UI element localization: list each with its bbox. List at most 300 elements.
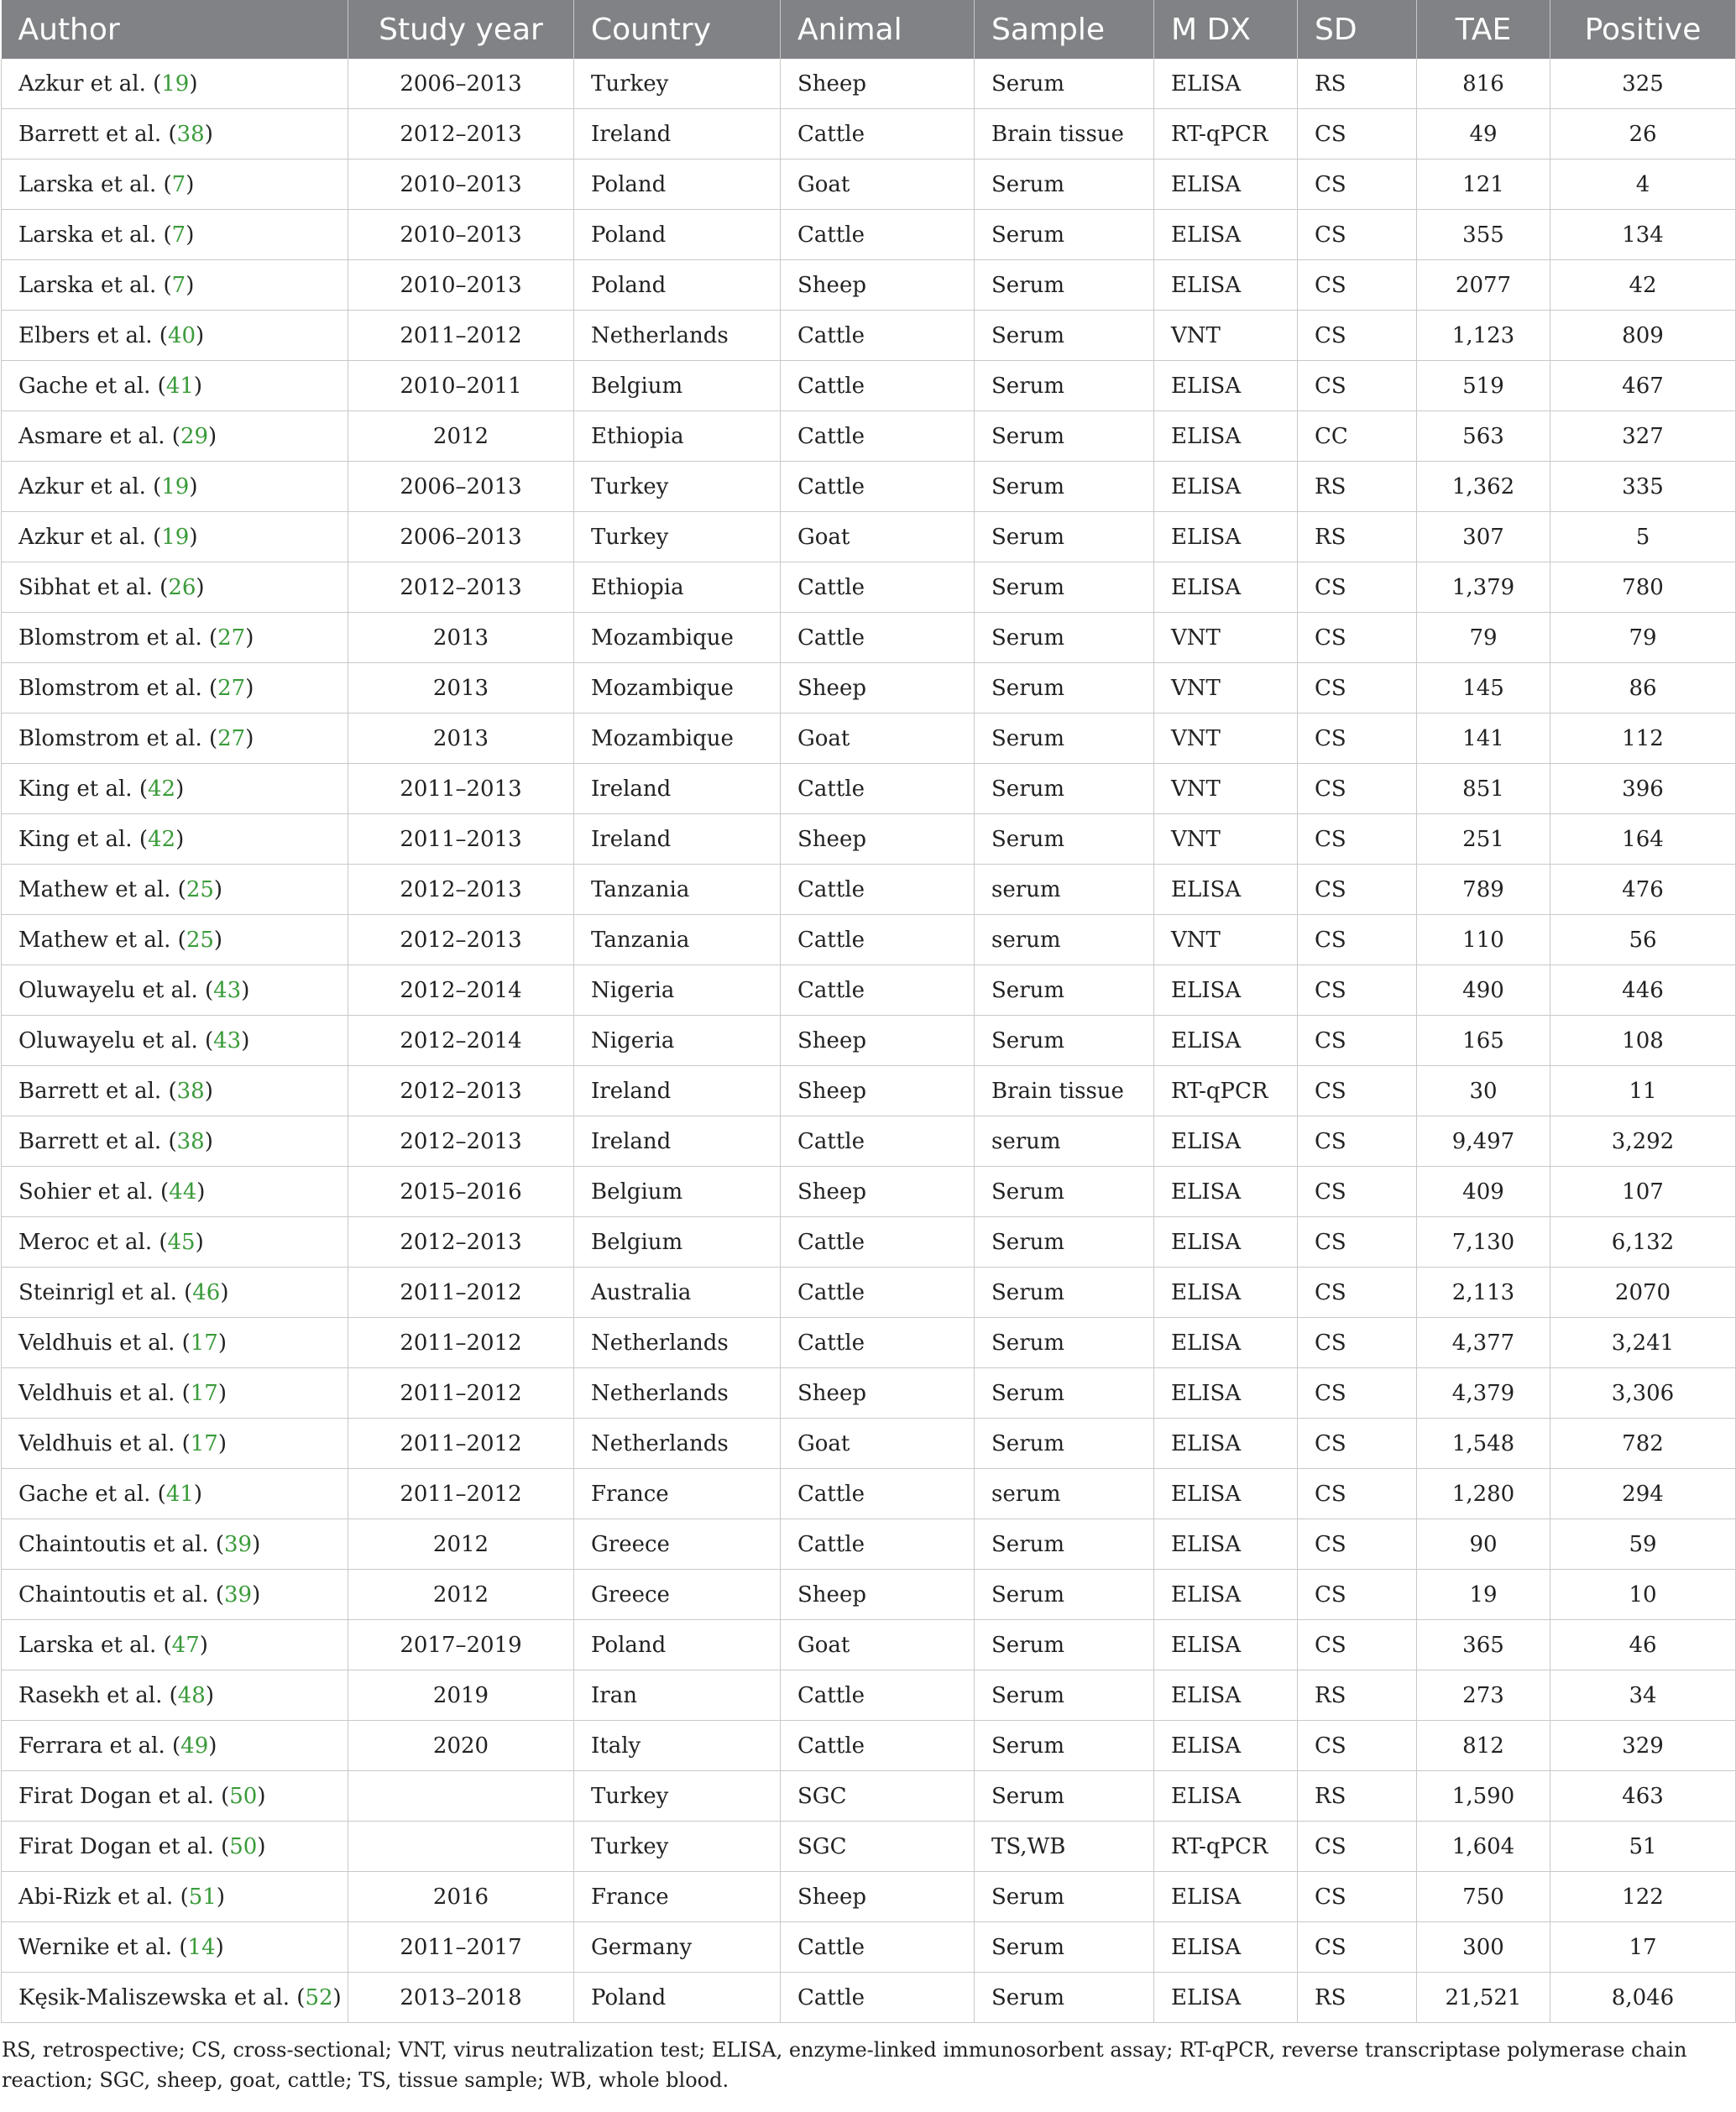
cell-animal: Cattle	[781, 562, 975, 613]
cell-sd: CS	[1298, 109, 1417, 159]
cell-study-year: 2010–2013	[348, 260, 574, 311]
table-row	[2, 714, 1736, 764]
cell-sd: CS	[1298, 210, 1417, 260]
reference-close: )	[245, 725, 254, 751]
cell-sd: CS	[1298, 1217, 1417, 1268]
author-name: Sibhat et al. (	[18, 574, 169, 600]
cell-m-dx: ELISA	[1154, 1721, 1298, 1771]
reference-link[interactable]: 26	[168, 574, 196, 600]
cell-m-dx: ELISA	[1154, 1570, 1298, 1620]
author-name: Azkur et al. (	[18, 71, 162, 97]
cell-study-year: 2011–2012	[348, 1318, 574, 1368]
reference-link[interactable]: 17	[190, 1380, 218, 1406]
cell-sample: Serum	[975, 814, 1154, 865]
reference-link[interactable]: 46	[192, 1279, 221, 1305]
header-sample: Sample	[975, 0, 1154, 59]
studies-table	[1, 0, 1736, 2023]
cell-tae: 2,113	[1417, 1268, 1550, 1318]
reference-link[interactable]: 7	[171, 272, 186, 298]
cell-sd: CS	[1298, 663, 1417, 714]
reference-close: )	[216, 1884, 225, 1910]
cell-m-dx: ELISA	[1154, 965, 1298, 1016]
table-row	[2, 562, 1736, 613]
cell-positive: 164	[1550, 814, 1736, 865]
cell-positive: 327	[1550, 411, 1736, 462]
cell-positive: 56	[1550, 915, 1736, 965]
cell-m-dx: VNT	[1154, 814, 1298, 865]
cell-m-dx: ELISA	[1154, 361, 1298, 411]
header-positive: Positive	[1550, 0, 1736, 59]
cell-author	[2, 1670, 348, 1721]
reference-link[interactable]: 17	[190, 1330, 218, 1356]
cell-sd: CS	[1298, 311, 1417, 361]
author-name: Ferrara et al. (	[18, 1733, 181, 1759]
cell-country: Belgium	[574, 1167, 781, 1217]
cell-sd: CS	[1298, 1519, 1417, 1570]
cell-sample: Serum	[975, 361, 1154, 411]
reference-link[interactable]: 44	[169, 1179, 197, 1205]
cell-m-dx: ELISA	[1154, 1419, 1298, 1469]
header-sd: SD	[1298, 0, 1417, 59]
cell-animal: Cattle	[781, 1519, 975, 1570]
reference-close: )	[186, 272, 195, 298]
reference-link[interactable]: 42	[147, 776, 176, 802]
cell-sample: Serum	[975, 562, 1154, 613]
reference-link[interactable]: 19	[161, 524, 190, 550]
cell-sample: Serum	[975, 1922, 1154, 1973]
cell-country: Turkey	[574, 1771, 781, 1822]
table-row	[2, 1368, 1736, 1419]
cell-study-year: 2012–2013	[348, 562, 574, 613]
cell-positive: 51	[1550, 1822, 1736, 1872]
cell-sample: Serum	[975, 1167, 1154, 1217]
reference-close: )	[257, 1833, 266, 1859]
cell-sample: Serum	[975, 663, 1154, 714]
reference-link[interactable]: 38	[176, 1078, 205, 1104]
cell-sd: CS	[1298, 1620, 1417, 1670]
reference-link[interactable]: 19	[161, 473, 190, 499]
cell-author	[2, 1368, 348, 1419]
table-row	[2, 1771, 1736, 1822]
cell-author	[2, 1066, 348, 1116]
cell-sample: Serum	[975, 1519, 1154, 1570]
cell-study-year: 2012–2014	[348, 965, 574, 1016]
reference-link[interactable]: 7	[171, 171, 186, 197]
cell-sample: Serum	[975, 1016, 1154, 1066]
cell-sample: Serum	[975, 260, 1154, 311]
cell-country: Ireland	[574, 1116, 781, 1167]
table-row	[2, 613, 1736, 663]
cell-sd: CS	[1298, 1570, 1417, 1620]
reference-link[interactable]: 38	[176, 121, 205, 147]
cell-positive: 396	[1550, 764, 1736, 814]
cell-study-year: 2006–2013	[348, 59, 574, 109]
reference-close: )	[193, 1481, 203, 1507]
cell-animal: Cattle	[781, 1973, 975, 2023]
table-row	[2, 1620, 1736, 1670]
reference-link[interactable]: 51	[188, 1884, 217, 1910]
cell-m-dx: VNT	[1154, 915, 1298, 965]
cell-positive: 108	[1550, 1016, 1736, 1066]
cell-author	[2, 411, 348, 462]
cell-animal: Cattle	[781, 915, 975, 965]
cell-tae: 307	[1417, 512, 1550, 562]
cell-author	[2, 1570, 348, 1620]
cell-study-year: 2012–2013	[348, 1116, 574, 1167]
cell-country: Poland	[574, 159, 781, 210]
cell-tae: 49	[1417, 109, 1550, 159]
reference-link[interactable]: 29	[180, 423, 209, 449]
cell-animal: Sheep	[781, 663, 975, 714]
cell-country: Turkey	[574, 512, 781, 562]
cell-positive: 17	[1550, 1922, 1736, 1973]
cell-animal: Cattle	[781, 311, 975, 361]
reference-close: )	[217, 1430, 227, 1456]
cell-study-year: 2011–2012	[348, 1368, 574, 1419]
cell-positive: 780	[1550, 562, 1736, 613]
reference-link[interactable]: 27	[217, 725, 246, 751]
cell-positive: 11	[1550, 1066, 1736, 1116]
author-name: Mathew et al. (	[18, 927, 186, 953]
cell-sample: serum	[975, 1469, 1154, 1519]
cell-author	[2, 764, 348, 814]
cell-country: Mozambique	[574, 613, 781, 663]
cell-study-year: 2012–2013	[348, 915, 574, 965]
cell-m-dx: VNT	[1154, 714, 1298, 764]
table-row	[2, 1419, 1736, 1469]
table-row	[2, 361, 1736, 411]
table-row	[2, 865, 1736, 915]
cell-tae: 789	[1417, 865, 1550, 915]
table-row	[2, 1016, 1736, 1066]
cell-animal: Cattle	[781, 210, 975, 260]
reference-link[interactable]: 41	[165, 373, 194, 399]
cell-country: Belgium	[574, 1217, 781, 1268]
cell-tae: 563	[1417, 411, 1550, 462]
cell-sd: CS	[1298, 1268, 1417, 1318]
cell-animal: Sheep	[781, 1570, 975, 1620]
author-name: Veldhuis et al. (	[18, 1430, 191, 1456]
cell-positive: 10	[1550, 1570, 1736, 1620]
header-m-dx: M DX	[1154, 0, 1298, 59]
cell-sample: Brain tissue	[975, 109, 1154, 159]
cell-m-dx: RT-qPCR	[1154, 109, 1298, 159]
reference-close: )	[193, 373, 203, 399]
cell-m-dx: ELISA	[1154, 865, 1298, 915]
reference-link[interactable]: 14	[187, 1934, 216, 1960]
cell-m-dx: ELISA	[1154, 1469, 1298, 1519]
cell-m-dx: VNT	[1154, 663, 1298, 714]
author-name: Chaintoutis et al. (	[18, 1531, 225, 1557]
cell-m-dx: VNT	[1154, 613, 1298, 663]
reference-link[interactable]: 43	[213, 977, 242, 1003]
reference-link[interactable]: 48	[177, 1682, 206, 1708]
cell-country: Australia	[574, 1268, 781, 1318]
cell-animal: Goat	[781, 512, 975, 562]
cell-study-year: 2006–2013	[348, 462, 574, 512]
cell-m-dx: RT-qPCR	[1154, 1822, 1298, 1872]
cell-positive: 86	[1550, 663, 1736, 714]
cell-sample: Serum	[975, 462, 1154, 512]
cell-sample: Serum	[975, 714, 1154, 764]
cell-study-year: 2006–2013	[348, 512, 574, 562]
cell-m-dx: ELISA	[1154, 1116, 1298, 1167]
cell-author	[2, 1167, 348, 1217]
cell-animal: Cattle	[781, 764, 975, 814]
cell-m-dx: ELISA	[1154, 1771, 1298, 1822]
cell-tae: 110	[1417, 915, 1550, 965]
reference-close: )	[217, 1380, 227, 1406]
cell-country: France	[574, 1469, 781, 1519]
cell-sd: RS	[1298, 1973, 1417, 2023]
cell-country: Ireland	[574, 109, 781, 159]
cell-tae: 851	[1417, 764, 1550, 814]
table-body	[2, 59, 1736, 2023]
reference-link[interactable]: 50	[229, 1833, 258, 1859]
cell-study-year: 2010–2013	[348, 210, 574, 260]
reference-link[interactable]: 38	[176, 1128, 205, 1154]
reference-link[interactable]: 27	[217, 625, 246, 651]
cell-positive: 3,306	[1550, 1368, 1736, 1419]
cell-m-dx: RT-qPCR	[1154, 1066, 1298, 1116]
cell-tae: 750	[1417, 1872, 1550, 1922]
cell-m-dx: ELISA	[1154, 1368, 1298, 1419]
reference-link[interactable]: 45	[167, 1229, 196, 1255]
author-name: Chaintoutis et al. (	[18, 1581, 225, 1608]
cell-tae: 816	[1417, 59, 1550, 109]
cell-tae: 1,604	[1417, 1822, 1550, 1872]
cell-positive: 107	[1550, 1167, 1736, 1217]
header-author: Author	[2, 0, 348, 59]
author-name: Barrett et al. (	[18, 1078, 177, 1104]
cell-study-year: 2011–2013	[348, 814, 574, 865]
cell-sd: CS	[1298, 1419, 1417, 1469]
cell-animal: Sheep	[781, 1368, 975, 1419]
author-name: Veldhuis et al. (	[18, 1330, 191, 1356]
reference-link[interactable]: 25	[186, 927, 214, 953]
cell-sd: CS	[1298, 1721, 1417, 1771]
reference-link[interactable]: 39	[224, 1531, 253, 1557]
cell-sd: CS	[1298, 1016, 1417, 1066]
cell-positive: 3,241	[1550, 1318, 1736, 1368]
author-name: Gache et al. (	[18, 1481, 166, 1507]
cell-study-year: 2016	[348, 1872, 574, 1922]
cell-author	[2, 210, 348, 260]
table-row	[2, 1167, 1736, 1217]
author-name: Firat Dogan et al. (	[18, 1783, 230, 1809]
cell-study-year: 2013	[348, 714, 574, 764]
table-row	[2, 1268, 1736, 1318]
cell-study-year: 2010–2011	[348, 361, 574, 411]
cell-study-year: 2012–2013	[348, 109, 574, 159]
header-tae: TAE	[1417, 0, 1550, 59]
table-row	[2, 1570, 1736, 1620]
author-name: Veldhuis et al. (	[18, 1380, 191, 1406]
cell-country: Nigeria	[574, 1016, 781, 1066]
cell-positive: 446	[1550, 965, 1736, 1016]
header-study-year: Study year	[348, 0, 574, 59]
cell-sample: Serum	[975, 1217, 1154, 1268]
author-name: Oluwayelu et al. (	[18, 977, 214, 1003]
cell-study-year: 2011–2013	[348, 764, 574, 814]
cell-positive: 46	[1550, 1620, 1736, 1670]
reference-link[interactable]: 43	[213, 1027, 242, 1053]
cell-country: Poland	[574, 260, 781, 311]
table-row	[2, 260, 1736, 311]
reference-close: )	[204, 1128, 213, 1154]
cell-country: Germany	[574, 1922, 781, 1973]
reference-close: )	[217, 1330, 227, 1356]
cell-sd: CS	[1298, 613, 1417, 663]
author-name: Asmare et al. (	[18, 423, 180, 449]
cell-country: Tanzania	[574, 865, 781, 915]
reference-link[interactable]: 40	[167, 322, 196, 348]
cell-animal: Goat	[781, 714, 975, 764]
cell-tae: 812	[1417, 1721, 1550, 1771]
cell-animal: Goat	[781, 1620, 975, 1670]
cell-sd: CS	[1298, 1318, 1417, 1368]
author-name: Larska et al. (	[18, 222, 172, 248]
cell-country: Iran	[574, 1670, 781, 1721]
cell-tae: 4,377	[1417, 1318, 1550, 1368]
cell-positive: 134	[1550, 210, 1736, 260]
cell-m-dx: ELISA	[1154, 512, 1298, 562]
table-row	[2, 1116, 1736, 1167]
reference-close: )	[252, 1581, 261, 1608]
author-name: Blomstrom et al. (	[18, 675, 218, 701]
cell-animal: Sheep	[781, 1167, 975, 1217]
cell-tae: 490	[1417, 965, 1550, 1016]
cell-study-year: 2011–2012	[348, 1268, 574, 1318]
cell-country: Ireland	[574, 1066, 781, 1116]
cell-animal: Cattle	[781, 865, 975, 915]
reference-link[interactable]: 27	[217, 675, 246, 701]
cell-author	[2, 1016, 348, 1066]
cell-sd: CS	[1298, 1469, 1417, 1519]
cell-tae: 519	[1417, 361, 1550, 411]
reference-link[interactable]: 52	[305, 1984, 333, 2010]
cell-sd: CC	[1298, 411, 1417, 462]
cell-m-dx: ELISA	[1154, 1268, 1298, 1318]
cell-m-dx: ELISA	[1154, 1167, 1298, 1217]
cell-country: Nigeria	[574, 965, 781, 1016]
cell-sample: Serum	[975, 965, 1154, 1016]
cell-sample: Serum	[975, 1620, 1154, 1670]
cell-country: Netherlands	[574, 311, 781, 361]
author-name: Blomstrom et al. (	[18, 725, 218, 751]
cell-sd: CS	[1298, 915, 1417, 965]
cell-tae: 1,379	[1417, 562, 1550, 613]
cell-study-year: 2011–2012	[348, 1419, 574, 1469]
cell-sample: serum	[975, 1116, 1154, 1167]
cell-sd: CS	[1298, 1116, 1417, 1167]
reference-link[interactable]: 7	[171, 222, 186, 248]
table-row	[2, 1217, 1736, 1268]
table-row	[2, 159, 1736, 210]
table-row	[2, 1721, 1736, 1771]
reference-link[interactable]: 50	[229, 1783, 258, 1809]
cell-country: Poland	[574, 210, 781, 260]
cell-animal: SGC	[781, 1771, 975, 1822]
cell-sd: CS	[1298, 1066, 1417, 1116]
cell-m-dx: ELISA	[1154, 1016, 1298, 1066]
reference-close: )	[213, 876, 223, 902]
cell-m-dx: ELISA	[1154, 1318, 1298, 1368]
table-row	[2, 59, 1736, 109]
cell-author	[2, 1771, 348, 1822]
cell-m-dx: ELISA	[1154, 1670, 1298, 1721]
cell-animal: Cattle	[781, 109, 975, 159]
cell-study-year: 2012–2013	[348, 1217, 574, 1268]
author-name: Larska et al. (	[18, 1632, 172, 1658]
reference-close: )	[241, 977, 250, 1003]
reference-link[interactable]: 17	[190, 1430, 218, 1456]
cell-positive: 3,292	[1550, 1116, 1736, 1167]
author-name: Elbers et al. (	[18, 322, 168, 348]
cell-tae: 300	[1417, 1922, 1550, 1973]
cell-author	[2, 1721, 348, 1771]
cell-sd: CS	[1298, 965, 1417, 1016]
cell-tae: 79	[1417, 613, 1550, 663]
author-name: Barrett et al. (	[18, 1128, 177, 1154]
cell-sample: Serum	[975, 1318, 1154, 1368]
reference-close: )	[252, 1531, 261, 1557]
author-name: King et al. (	[18, 826, 148, 852]
reference-link[interactable]: 39	[224, 1581, 253, 1608]
reference-close: )	[208, 423, 217, 449]
cell-sd: RS	[1298, 462, 1417, 512]
reference-close: )	[195, 1229, 204, 1255]
cell-author	[2, 1318, 348, 1368]
reference-link[interactable]: 42	[147, 826, 176, 852]
header-animal: Animal	[781, 0, 975, 59]
cell-author	[2, 109, 348, 159]
cell-study-year: 2012–2013	[348, 865, 574, 915]
reference-link[interactable]: 19	[161, 71, 190, 97]
cell-author	[2, 562, 348, 613]
reference-link[interactable]: 41	[165, 1481, 194, 1507]
reference-link[interactable]: 25	[186, 876, 214, 902]
author-name: Steinrigl et al. (	[18, 1279, 193, 1305]
table-row	[2, 1922, 1736, 1973]
cell-country: Ethiopia	[574, 562, 781, 613]
header-country: Country	[574, 0, 781, 59]
cell-animal: Cattle	[781, 1721, 975, 1771]
cell-sd: CS	[1298, 260, 1417, 311]
cell-author	[2, 1519, 348, 1570]
reference-link[interactable]: 47	[171, 1632, 200, 1658]
cell-author	[2, 1973, 348, 2023]
reference-close: )	[196, 1179, 206, 1205]
cell-positive: 294	[1550, 1469, 1736, 1519]
cell-sample: Serum	[975, 59, 1154, 109]
cell-author	[2, 260, 348, 311]
reference-close: )	[189, 524, 198, 550]
cell-tae: 9,497	[1417, 1116, 1550, 1167]
cell-study-year: 2012	[348, 1570, 574, 1620]
cell-author	[2, 1268, 348, 1318]
cell-study-year: 2012	[348, 411, 574, 462]
reference-link[interactable]: 49	[180, 1733, 209, 1759]
cell-country: Ireland	[574, 814, 781, 865]
cell-study-year	[348, 1822, 574, 1872]
cell-m-dx: ELISA	[1154, 1620, 1298, 1670]
cell-tae: 365	[1417, 1620, 1550, 1670]
cell-sample: Serum	[975, 311, 1154, 361]
table-row	[2, 1318, 1736, 1368]
reference-close: )	[245, 625, 254, 651]
cell-sample: Serum	[975, 1670, 1154, 1721]
